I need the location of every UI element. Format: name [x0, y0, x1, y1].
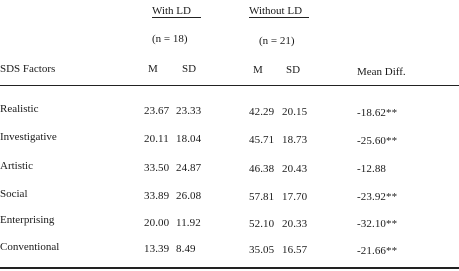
row-without-m: 46.38 — [249, 163, 275, 175]
row-with-m: 20.11 — [144, 133, 169, 145]
row-with-sd: 11.92 — [176, 217, 201, 229]
without-ld-underline — [249, 17, 309, 18]
row-factor: Enterprising — [0, 214, 55, 226]
row-with-sd: 23.33 — [176, 105, 202, 117]
row-with-m: 13.39 — [144, 243, 170, 255]
row-factor: Investigative — [0, 131, 57, 143]
column-header-factor: SDS Factors — [0, 63, 56, 75]
column-header-mean-diff: Mean Diff. — [357, 66, 406, 78]
row-mean-diff: -18.62** — [357, 107, 398, 119]
row-without-m: 45.71 — [249, 134, 275, 146]
row-without-m: 52.10 — [249, 218, 275, 230]
row-without-m: 42.29 — [249, 106, 275, 118]
row-without-sd: 20.33 — [282, 218, 308, 230]
column-header-without-sd: SD — [286, 64, 301, 76]
row-with-sd: 24.87 — [176, 162, 202, 174]
column-header-with-m: M — [148, 63, 158, 75]
bottom-rule — [0, 267, 459, 269]
row-without-m: 57.81 — [249, 191, 275, 203]
row-factor: Social — [0, 188, 28, 200]
group-header-without-ld: Without LD — [249, 5, 303, 17]
row-with-sd: 8.49 — [176, 243, 196, 255]
row-with-sd: 26.08 — [176, 190, 202, 202]
row-mean-diff: -12.88 — [357, 163, 387, 175]
row-mean-diff: -25.60** — [357, 135, 398, 147]
row-without-sd: 17.70 — [282, 191, 308, 203]
row-with-sd: 18.04 — [176, 133, 202, 145]
n-label-with-ld: (n = 18) — [152, 33, 188, 45]
row-with-m: 33.89 — [144, 190, 170, 202]
row-without-sd: 18.73 — [282, 134, 308, 146]
row-with-m: 33.50 — [144, 162, 170, 174]
column-header-with-sd: SD — [182, 63, 197, 75]
row-factor: Conventional — [0, 241, 60, 253]
row-mean-diff: -21.66** — [357, 245, 398, 257]
row-factor: Artistic — [0, 160, 33, 172]
row-factor: Realistic — [0, 103, 39, 115]
row-without-sd: 20.15 — [282, 106, 308, 118]
with-ld-underline — [152, 17, 201, 18]
row-with-m: 23.67 — [144, 105, 170, 117]
group-header-with-ld: With LD — [152, 5, 191, 17]
row-mean-diff: -23.92** — [357, 191, 398, 203]
header-rule — [0, 85, 459, 86]
column-header-without-m: M — [253, 64, 263, 76]
row-without-m: 35.05 — [249, 244, 275, 256]
n-label-without-ld: (n = 21) — [259, 35, 295, 47]
row-mean-diff: -32.10** — [357, 218, 398, 230]
row-with-m: 20.00 — [144, 217, 170, 229]
row-without-sd: 20.43 — [282, 163, 308, 175]
row-without-sd: 16.57 — [282, 244, 308, 256]
